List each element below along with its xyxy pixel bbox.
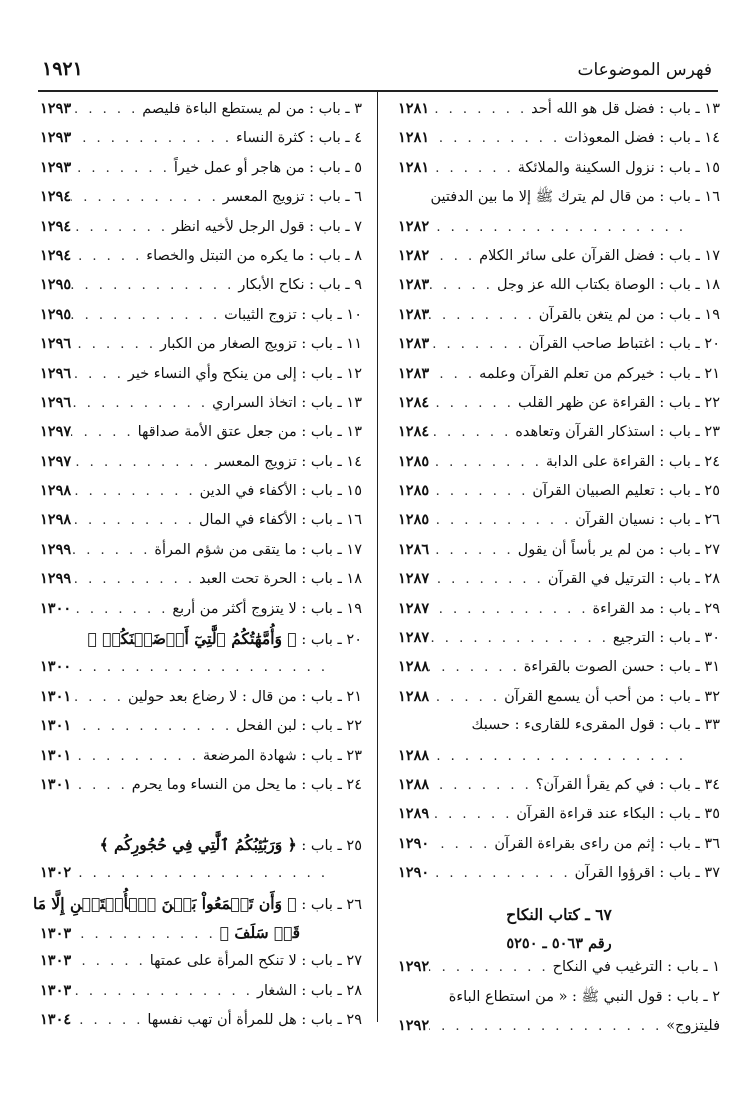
- toc-entry[interactable]: ١٧ ـ باب : فضل القرآن على سائر الكلام . . . ١٢٨٢: [398, 247, 720, 276]
- leader-dots: [71, 513, 199, 528]
- leader-dots: [429, 396, 518, 411]
- toc-entry[interactable]: ١٥ ـ باب : الأكفاء في الدين . . . ١٢٩٨: [40, 482, 362, 511]
- left-column: [33, 100, 362, 1041]
- page-ref: ١٢٩٢: [398, 958, 430, 976]
- column-divider: [377, 92, 378, 1022]
- toc-entry[interactable]: ٩ ـ باب : نكاح الأبكار . . . ١٢٩٥: [40, 276, 362, 305]
- page-ref: ١٢٨٣: [398, 276, 430, 294]
- page-ref: ١٢٩٨: [40, 511, 72, 529]
- leader-dots: [429, 484, 532, 499]
- leader-dots: [429, 131, 564, 146]
- page-ref: ١٢٩٢: [398, 1017, 430, 1035]
- toc-entry[interactable]: ٣ ـ باب : من لم يستطع الباءة فليصم . . . ١٢٩٣: [40, 100, 362, 129]
- page-ref: ١٢٨٩: [398, 805, 430, 823]
- page-ref: ١٢٩٦: [40, 364, 72, 382]
- page-ref: ١٢٩٦: [40, 335, 72, 353]
- quran-verse: ﴿ وَرَبَٰٓئِبُكُمُ ٱلَّٰتِي فِي حُجُورِكُم ﴾: [99, 834, 297, 854]
- book-heading: ٦٧ ـ كتاب النكاح: [506, 904, 612, 924]
- leader-dots: [71, 866, 362, 881]
- toc-entry[interactable]: ١٣ ـ باب : فضل قل هو الله أحد . . . ١٢٨١: [398, 100, 720, 129]
- page-ref: ١٢٨٢: [398, 217, 430, 235]
- leader-dots: [71, 719, 236, 734]
- page-ref: ١٢٩٥: [40, 276, 72, 294]
- page-ref: ١٢٨٨: [398, 746, 430, 764]
- header-title: فهرس الموضوعات: [577, 60, 712, 80]
- toc-entry[interactable]: ١٦ ـ باب : الأكفاء في المال . . . ١٢٩٨: [40, 511, 362, 540]
- leader-dots: [71, 572, 199, 587]
- page-ref: ١٢٩٤: [40, 246, 72, 264]
- page-ref: ١٢٨٣: [398, 305, 430, 323]
- toc-entry[interactable]: ٣٦ ـ باب : إثم من راءى بقراءة القرآن . . . ١٢٩٠: [398, 835, 720, 864]
- leader-dots: [429, 749, 720, 764]
- right-column: [398, 100, 720, 1047]
- toc-entry[interactable]: ٢ ـ باب : قول النبي ﷺ : « من استطاع الباءة: [448, 988, 720, 1005]
- leader-dots: [429, 220, 720, 235]
- page-ref: ١٢٨٢: [398, 246, 430, 264]
- leader-dots: [71, 278, 238, 293]
- toc-entry[interactable]: ٢٥ ـ باب : ﴿ وَرَبَٰٓئِبُكُمُ ٱلَّٰتِي فِي حُجُورِكُم ﴾: [99, 834, 362, 854]
- quran-verse: ﴿ وَأُمَّهَٰتُكُمُ ٱلَّٰتِيٓ أَرۡضَعۡنَكُمۡ ﴾: [87, 629, 297, 649]
- leader-dots: [71, 131, 236, 146]
- toc-entry[interactable]: ١٦ ـ باب : من قال لم يترك ﷺ إلا ما بين الدفتين: [430, 189, 720, 206]
- toc-entry[interactable]: ٢٤ ـ باب : ما يحل من النساء وما يحرم . . . ١٣٠١: [40, 776, 362, 805]
- leader-dots: [71, 484, 199, 499]
- toc-entry[interactable]: ٢٤ ـ باب : القراءة على الدابة . . . ١٢٨٥: [398, 453, 720, 482]
- leader-dots: [429, 249, 479, 264]
- page-ref: ١٣٠١: [40, 687, 72, 705]
- page-header: [38, 58, 718, 92]
- toc-entry[interactable]: ٢٣ ـ باب : شهادة المرضعة . . . ١٣٠١: [40, 747, 362, 776]
- page-ref: ١٢٨٥: [398, 511, 430, 529]
- toc-entry[interactable]: ١٩ ـ باب : لا يتزوج أكثر من أربع . . . ١٣٠٠: [40, 600, 362, 629]
- toc-entry[interactable]: ٢٠ ـ باب : اغتباط صاحب القرآن . . . ١٢٨٣: [398, 335, 720, 364]
- leader-dots: [71, 927, 220, 942]
- toc-entry[interactable]: ١٨ ـ باب : الوصاة بكتاب الله عز وجل . . . ١٢٨٣: [398, 276, 720, 305]
- toc-entry-continuation[interactable]: [40, 658, 362, 687]
- leader-dots: [71, 778, 132, 793]
- page-ref: ١٣٠٠: [40, 599, 72, 617]
- toc-entry[interactable]: ١٣ ـ باب : اتخاذ السراري . . . ١٢٩٦: [40, 394, 362, 423]
- toc-entry[interactable]: ١٠ ـ باب : تزوج الثيبات . . . ١٢٩٥: [40, 306, 362, 335]
- toc-entry[interactable]: ١٧ ـ باب : ما يتقى من شؤم المرأة . . . ١٢٩٩: [40, 541, 362, 570]
- toc-entry[interactable]: ٣٧ ـ باب : اقرؤوا القرآن . . . ١٢٩٠: [398, 864, 720, 893]
- leader-dots: [429, 660, 524, 675]
- toc-entry[interactable]: ٢٦ ـ باب : ﴿ وَأَن تَجۡمَعُواْ بَيۡنَ ٱلۡأُخۡتَيۡنِ إِلَّا مَا: [33, 893, 362, 913]
- toc-entry[interactable]: ٢٣ ـ باب : استذكار القرآن وتعاهده . . . ١٢٨٤: [398, 423, 720, 452]
- leader-dots: [429, 837, 494, 852]
- leader-dots: [71, 308, 224, 323]
- page-ref: ١٢٩٥: [40, 305, 72, 323]
- leader-dots: [429, 455, 546, 470]
- page-ref: ١٣٠٣: [40, 952, 72, 970]
- page-ref: ١٢٩٧: [40, 423, 72, 441]
- page-ref: ١٢٩٣: [40, 100, 72, 117]
- leader-dots: [71, 249, 146, 264]
- page-ref: ١٢٩٠: [398, 864, 430, 882]
- toc-entry[interactable]: ٢١ ـ باب : خيركم من تعلم القرآن وعلمه . . . ١٢٨٣: [398, 365, 720, 394]
- leader-dots: [429, 278, 497, 293]
- leader-dots: [71, 954, 150, 969]
- leader-dots: [71, 161, 174, 176]
- leader-dots: [71, 690, 128, 705]
- leader-dots: [71, 984, 257, 999]
- leader-dots: [429, 337, 529, 352]
- page-ref: ١٢٩٣: [40, 158, 72, 176]
- page-ref: ١٢٨٧: [398, 599, 430, 617]
- page-ref: ١٢٨٥: [398, 452, 430, 470]
- toc-entry[interactable]: ٢٩ ـ باب : مد القراءة . . . ١٢٨٧: [398, 600, 720, 629]
- page-ref: ١٢٩٠: [398, 834, 430, 852]
- toc-entry[interactable]: ٤ ـ باب : كثرة النساء . . . ١٢٩٣: [40, 129, 362, 158]
- page-ref: ١٢٨٣: [398, 335, 430, 353]
- toc-entry[interactable]: ٢٦ ـ باب : نسيان القرآن . . . ١٢٨٥: [398, 511, 720, 540]
- toc-entry[interactable]: ٧ ـ باب : قول الرجل لأخيه انظر . . . ١٢٩٤: [40, 218, 362, 247]
- toc-entry[interactable]: ٢٠ ـ باب : ﴿ وَأُمَّهَٰتُكُمُ ٱلَّٰتِيٓ أَرۡضَعۡنَكُمۡ ﴾: [87, 629, 362, 649]
- toc-entry-continuation[interactable]: فليتزوج» . . . ١٢٩٢: [398, 1017, 720, 1046]
- leader-dots: [429, 866, 575, 881]
- leader-dots: [429, 960, 553, 975]
- page-ref: ١٢٨٧: [398, 629, 430, 647]
- page-ref: ١٢٩٩: [40, 570, 72, 588]
- book-hadith-range: رقم ٥٠٦٣ ـ ٥٢٥٠: [506, 934, 612, 952]
- toc-entry-continuation[interactable]: [398, 218, 720, 247]
- toc-entry[interactable]: ٦ ـ باب : تزويج المعسر . . . ١٢٩٤: [40, 188, 362, 217]
- toc-entry[interactable]: ١١ ـ باب : تزويج الصغار من الكبار . . . ١٢٩٦: [40, 335, 362, 364]
- page-ref: ١٣٠٤: [40, 1011, 72, 1029]
- leader-dots: [429, 631, 613, 646]
- page-ref: ١٣٠٢: [40, 864, 72, 882]
- toc-entry[interactable]: ١٢ ـ باب : إلى من ينكح وأي النساء خير . . . ١٢٩٦: [40, 365, 362, 394]
- leader-dots: [429, 807, 516, 822]
- page-ref: ١٣٠٣: [40, 924, 72, 942]
- leader-dots: [429, 572, 548, 587]
- toc-entry[interactable]: ٢٩ ـ باب : هل للمرأة أن تهب نفسها . . . ١٣٠٤: [40, 1011, 362, 1040]
- page-ref: ١٢٨١: [398, 129, 430, 147]
- toc-entry[interactable]: ٢٨ ـ باب : الشغار . . . ١٣٠٣: [40, 982, 362, 1011]
- toc-entry[interactable]: ٢٢ ـ باب : لبن الفحل . . . ١٣٠١: [40, 717, 362, 746]
- leader-dots: [71, 1013, 147, 1028]
- page-number: ١٩٢١: [42, 58, 83, 80]
- toc-entry[interactable]: ٢٧ ـ باب : من لم ير بأساً أن يقول . . . ١٢٨٦: [398, 541, 720, 570]
- toc-entry[interactable]: ١٩ ـ باب : من لم يتغن بالقرآن . . . ١٢٨٣: [398, 306, 720, 335]
- toc-entry-continuation[interactable]: [40, 923, 362, 952]
- page-ref: ١٣٠١: [40, 775, 72, 793]
- leader-dots: [429, 425, 515, 440]
- page-ref: ١٢٨٧: [398, 570, 430, 588]
- page-ref: ١٢٨٤: [398, 423, 430, 441]
- toc-entry[interactable]: ٣٣ ـ باب : قول المقرىء للقارىء : حسبك: [471, 717, 720, 734]
- page-ref: ١٢٨٤: [398, 393, 430, 411]
- leader-dots: [71, 543, 154, 558]
- page-ref: ١٢٩٤: [40, 217, 72, 235]
- page-ref: ١٢٩٩: [40, 540, 72, 558]
- leader-dots: [71, 455, 215, 470]
- leader-dots: [429, 690, 504, 705]
- toc-entry-continuation[interactable]: [40, 864, 362, 893]
- page-ref: ١٢٨١: [398, 158, 430, 176]
- page-ref: ١٢٨١: [398, 100, 430, 117]
- leader-dots: [71, 602, 172, 617]
- leader-dots: [429, 308, 539, 323]
- page-ref: ١٣٠١: [40, 746, 72, 764]
- page-ref: ١٢٩٦: [40, 393, 72, 411]
- page-ref: ١٣٠٠: [40, 658, 72, 676]
- toc-entry-continuation[interactable]: [398, 747, 720, 776]
- page-ref: ١٢٨٥: [398, 482, 430, 500]
- leader-dots: [71, 220, 172, 235]
- toc-entry[interactable]: ١٤ ـ باب : تزويج المعسر . . . ١٢٩٧: [40, 453, 362, 482]
- page-ref: ١٢٨٨: [398, 687, 430, 705]
- leader-dots: [429, 102, 531, 117]
- toc-entry[interactable]: ١ ـ باب : الترغيب في النكاح . . . ١٢٩٢: [398, 958, 720, 987]
- page-ref: ١٣٠٣: [40, 981, 72, 999]
- toc-entry[interactable]: ١٣ ـ باب : من جعل عتق الأمة صداقها . . . ١٢٩٧: [40, 423, 362, 452]
- quran-verse: ﴿ وَأَن تَجۡمَعُواْ بَيۡنَ ٱلۡأُخۡتَيۡنِ إِلَّا مَا: [33, 893, 297, 913]
- page-ref: ١٢٨٨: [398, 775, 430, 793]
- page-ref: ١٢٨٨: [398, 658, 430, 676]
- page-ref: ١٣٠١: [40, 717, 72, 735]
- toc-entry[interactable]: ١٨ ـ باب : الحرة تحت العبد . . . ١٢٩٩: [40, 570, 362, 599]
- leader-dots: [429, 513, 575, 528]
- leader-dots: [429, 161, 518, 176]
- toc-entry[interactable]: ٢٧ ـ باب : لا تنكح المرأة على عمتها . . . ١٣٠٣: [40, 952, 362, 981]
- toc-entry[interactable]: ٣٤ ـ باب : في كم يقرأ القرآن؟ . . . ١٢٨٨: [398, 776, 720, 805]
- page-ref: ١٢٩٨: [40, 482, 72, 500]
- page-ref: ١٢٩٧: [40, 452, 72, 470]
- toc-entry[interactable]: ١٤ ـ باب : فضل المعوذات . . . ١٢٨١: [398, 129, 720, 158]
- leader-dots: [429, 778, 536, 793]
- leader-dots: [429, 1019, 666, 1034]
- toc-entry[interactable]: ٢٥ ـ باب : تعليم الصبيان القرآن . . . ١٢٨٥: [398, 482, 720, 511]
- toc-entry[interactable]: ٨ ـ باب : ما يكره من التبتل والخصاء . . . ١٢٩٤: [40, 247, 362, 276]
- leader-dots: [71, 749, 203, 764]
- leader-dots: [71, 396, 212, 411]
- leader-dots: [71, 660, 362, 675]
- page-ref: ١٢٨٦: [398, 540, 430, 558]
- leader-dots: [71, 190, 223, 205]
- toc-entry[interactable]: ٣٥ ـ باب : البكاء عند قراءة القرآن . . . ١٢٨٩: [398, 805, 720, 834]
- leader-dots: [429, 367, 479, 382]
- toc-entry[interactable]: ٣٢ ـ باب : من أحب أن يسمع القرآن . . . ١٢٨٨: [398, 688, 720, 717]
- page-ref: ١٢٨٣: [398, 364, 430, 382]
- toc-entry[interactable]: ١٥ ـ باب : نزول السكينة والملائكة . . . ١٢٨١: [398, 159, 720, 188]
- leader-dots: [71, 367, 128, 382]
- leader-dots: [71, 425, 137, 440]
- toc-entry[interactable]: ٢٢ ـ باب : القراءة عن ظهر القلب . . . ١٢٨٤: [398, 394, 720, 423]
- toc-entry[interactable]: ٣٠ ـ باب : الترجيع . . . ١٢٨٧: [398, 629, 720, 658]
- quran-verse-continuation: قَدۡ سَلَفَ ﴾: [219, 922, 300, 942]
- toc-entry[interactable]: ٢٨ ـ باب : الترتيل في القرآن . . . ١٢٨٧: [398, 570, 720, 599]
- page-ref: ١٢٩٣: [40, 129, 72, 147]
- leader-dots: [429, 602, 592, 617]
- toc-entry[interactable]: ٢١ ـ باب : من قال : لا رضاع بعد حولين . . . ١٣٠١: [40, 688, 362, 717]
- toc-entry[interactable]: ٣١ ـ باب : حسن الصوت بالقراءة . . . ١٢٨٨: [398, 658, 720, 687]
- page-ref: ١٢٩٤: [40, 188, 72, 206]
- toc-entry[interactable]: ٥ ـ باب : من هاجر أو عمل خيراً . . . ١٢٩٣: [40, 159, 362, 188]
- leader-dots: [429, 543, 518, 558]
- spacer: [40, 805, 362, 834]
- leader-dots: [71, 102, 142, 117]
- leader-dots: [71, 337, 160, 352]
